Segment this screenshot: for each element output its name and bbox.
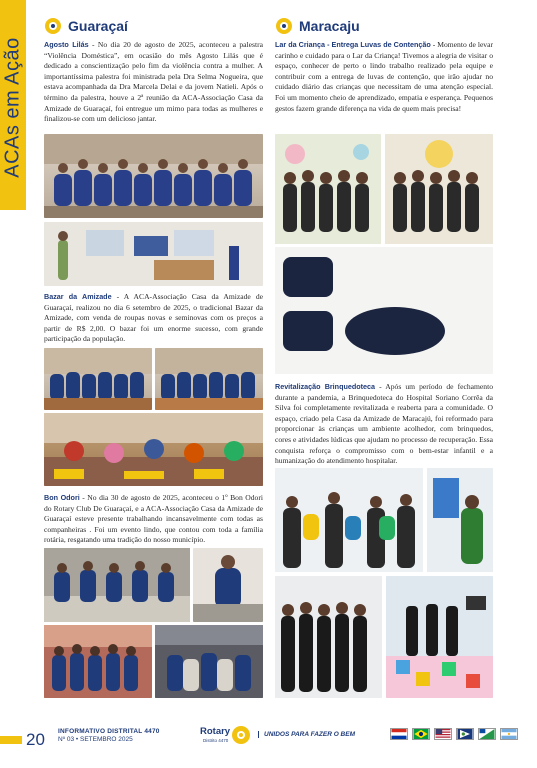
rotary-logo-text: Rotary	[200, 726, 231, 737]
paraguay-flag-icon	[390, 728, 408, 740]
article-title: Revitalização Brinquedoteca	[275, 382, 376, 391]
brazil-flag-icon	[412, 728, 430, 740]
flag-icon	[275, 17, 293, 35]
page-footer	[0, 724, 537, 768]
argentina-flag-icon	[500, 728, 518, 740]
rotary-district: Distrito 4470	[203, 738, 229, 743]
article-title: Agosto Lilás	[44, 40, 89, 49]
article-title: Lar da Criança - Entrega Luvas de Contenção	[275, 40, 431, 49]
photo-brinquedoteca-sala	[386, 576, 493, 698]
page-number: 20	[26, 730, 45, 749]
photo-brinquedoteca-team	[275, 468, 423, 572]
photo-bon-odori-event	[155, 625, 263, 698]
article-brinquedoteca	[275, 382, 493, 467]
publication-title: INFORMATIVO DISTRITAL 4470	[58, 728, 160, 735]
photo-bazar-team-2	[155, 348, 263, 410]
photo-bazar-team-1	[44, 348, 152, 410]
photo-brinquedoteca-inauguracao	[275, 576, 382, 698]
publication-issue: Nº 03 • SETEMBRO 2025	[58, 736, 133, 743]
article-body: - A ACA-Associação Casa da Amizade de Guaraçaí, realizou no dia 6 setembro de 2025, o tradicional Bazar da Amizade, com venda de roupas novas e seminovas com os preços a partir de R$ 2,00. O bazar foi um enorme sucesso, com grande participação da população.	[44, 292, 263, 344]
section-title: ACAs em Ação	[1, 37, 24, 178]
photo-bon-odori-group	[44, 625, 152, 698]
rotary-wheel-icon	[231, 725, 251, 745]
article-body: - No dia 20 de agosto de 2025, aconteceu a palestra “Violência Doméstica”, em ocasião do mês Agosto Lilás que é dedicado a conscientização pelo fim da violência contra a mulher. A importantíssima palestra foi ministrada pela Dra Selma Nogueira, que estava acompanhada da Dra Marcela Delai e da jovem Natieli. Após o término da palestra, houve a 2ª reunião da ACA-Associação Casa da Amizade de Guaraçaí, foi entregue um mimo para todas as mulheres e finalizou-se com um delicioso jantar.	[44, 40, 263, 124]
city-header-maracaju	[275, 14, 493, 38]
photo-bon-odori-cooking	[193, 548, 263, 622]
article-body: - Momento de levar carinho e cuidado para o Lar da Criança! Tivemos a alegria de visitar o espaço, conhecer de perto o lindo trabalho realizado pela equipe e contribuir com a entrega de luvas de contenção, que irão ajudar no cuidado diário das crianças que necessitam de uma atenção especial. Foi um momento cheio de aprendizado, empatia e esperança. Pequenos gestos fazem grande diferença na vida de quem mais precisa!	[275, 40, 494, 113]
city-header-guaracai	[44, 14, 263, 38]
slogan: UNIDOS PARA FAZER O BEM	[258, 731, 355, 738]
flags-row	[390, 728, 518, 740]
photo-lar-crianca-1	[275, 134, 381, 244]
mato-grosso-do-sul-flag-icon	[478, 728, 496, 740]
photo-group-agosto-lilas	[44, 134, 263, 218]
article-agosto-lilas	[44, 40, 263, 125]
page-number-bar	[0, 736, 22, 744]
mato-grosso-flag-icon	[456, 728, 474, 740]
article-body: - No dia 30 de agosto de 2025, aconteceu o 1º Bon Odori do Rotary Club De Guaraçaí, e a ACA-Associação Casa da Amizade de Guaraçaí esteve presente trabalhando incansavelmente com todas as companheiras . Foi um evento lindo, que contou com toda a família rotária, resgatando uma tradição do nosso município.	[44, 493, 263, 545]
column-maracaju	[275, 14, 493, 114]
usa-flag-icon	[434, 728, 452, 740]
column-guaracai	[44, 14, 263, 125]
article-body: - Após um período de fechamento durante a pandemia, a Brinquedoteca do Hospital Soriano Corrêa da Silva foi completamente revitalizada e reaberta para a comunidade. O espaço, criado pela Casa da Amizade de Maracajú, foi reformado para proporcionar às crianças um ambiente acolhedor, com brinquedos, cores e atividades lúdicas que ajudam no processo de recuperação. Essa conquista reforça o compromisso com o bem-estar infantil e a humanização do atendimento hospitalar.	[275, 382, 493, 466]
city-name: Guaraçaí	[68, 18, 128, 34]
photo-brinquedoteca-banner	[427, 468, 493, 572]
photo-luvas-contencao	[275, 247, 493, 374]
article-title: Bazar da Amizade	[44, 292, 112, 301]
photo-bazar-crowd	[44, 413, 263, 486]
city-name: Maracaju	[299, 18, 360, 34]
article-bon-odori	[44, 493, 263, 546]
article-bazar	[44, 292, 263, 345]
article-lar-da-crianca	[275, 40, 493, 114]
article-title: Bon Odori	[44, 493, 80, 502]
photo-palestra	[44, 222, 263, 286]
photo-lar-crianca-2	[385, 134, 493, 244]
photo-bon-odori-kitchen	[44, 548, 190, 622]
flag-icon	[44, 17, 62, 35]
